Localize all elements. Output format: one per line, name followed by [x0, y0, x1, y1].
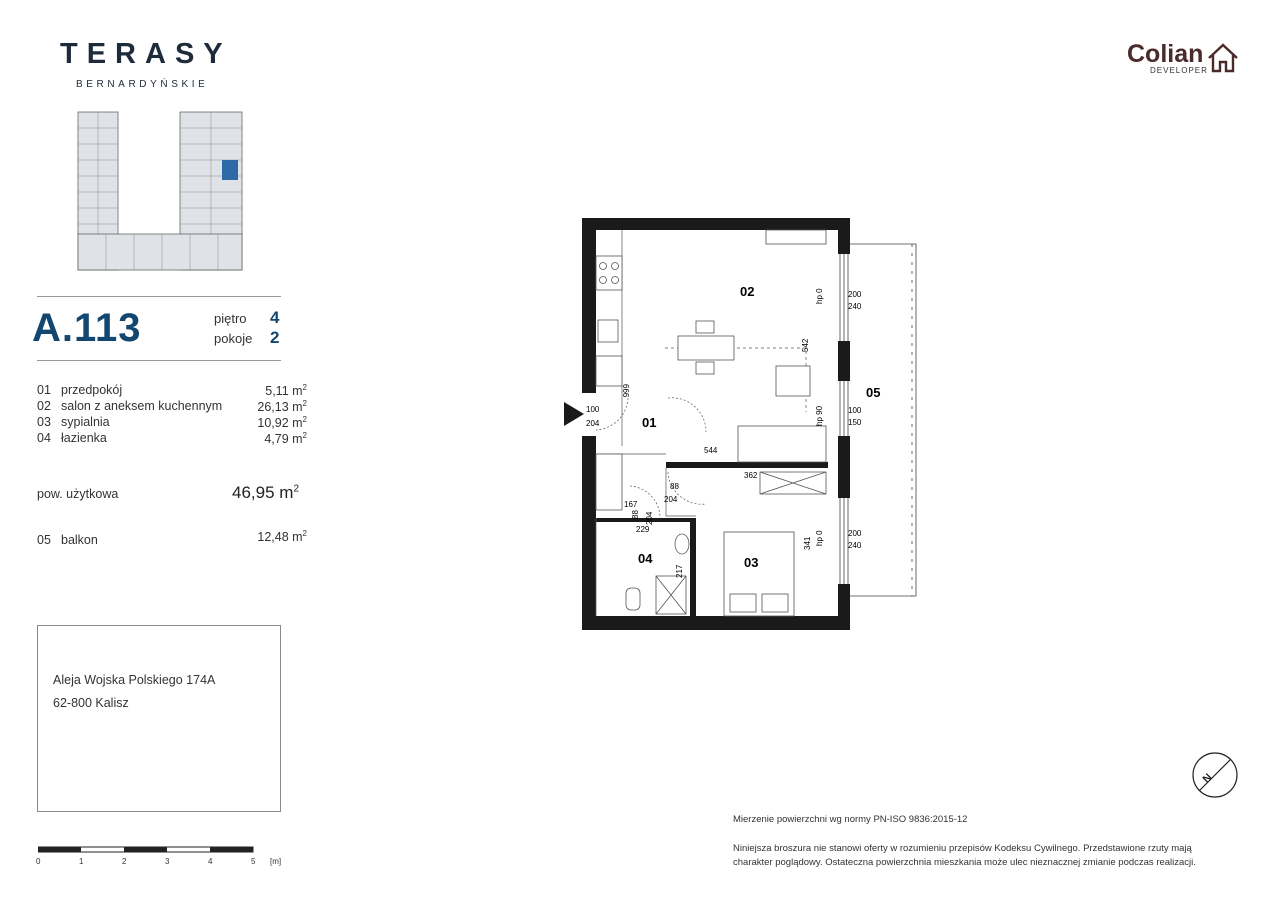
- room-row: [37, 383, 307, 399]
- dimension-label: 217: [675, 564, 684, 578]
- scale-tick: 3: [165, 857, 170, 866]
- rooms-value: 2: [270, 328, 280, 347]
- room-label: 05: [866, 385, 881, 400]
- building-key-plan: [76, 104, 244, 274]
- disclaimer-line: charakter poglądowy. Ostateczna powierzchnia mieszkania może ulec nieznacznej zmianie podczas realizacji.: [733, 857, 1196, 868]
- dimension-label: 167: [624, 500, 638, 509]
- dimension-label: hp 0: [815, 288, 824, 304]
- dimension-label: hp 0: [815, 530, 824, 546]
- room-area: 26,13 m: [257, 400, 303, 415]
- selected-apartment-marker: [222, 160, 238, 180]
- room-row: [37, 431, 307, 447]
- dimension-label: 240: [848, 541, 862, 550]
- balcony-name: balkon: [61, 533, 98, 547]
- floor-plan: [560, 216, 930, 632]
- room-name: przedpokój: [61, 383, 123, 397]
- compass-letter: N: [1200, 771, 1215, 786]
- address-street: Aleja Wojska Polskiego 174A: [53, 673, 216, 687]
- room-area: 4,79 m: [264, 432, 303, 447]
- dimension-label: 362: [744, 471, 758, 480]
- dimension-label: 666: [621, 384, 630, 398]
- dimension-label: 240: [848, 302, 862, 311]
- area-unit-sup: 2: [302, 415, 307, 424]
- room-number: 03: [37, 415, 51, 429]
- room-number: 04: [37, 431, 51, 445]
- room-label: 03: [744, 555, 759, 570]
- scale-tick: 0: [36, 857, 41, 866]
- room-row: [37, 399, 307, 415]
- balcony-row: [37, 529, 307, 549]
- room-number: 01: [37, 383, 51, 397]
- dimension-label: 229: [636, 525, 650, 534]
- apartment-code: A.113: [32, 306, 142, 350]
- brand-subtitle: BERNARDYŃSKIE: [76, 79, 209, 90]
- balcony-number: 05: [37, 533, 51, 547]
- scale-unit: [m]: [270, 857, 282, 866]
- room-name: łazienka: [61, 431, 107, 445]
- address-box: [37, 625, 281, 812]
- room-label: 02: [740, 284, 755, 299]
- balcony-area: 12,48 m: [257, 530, 303, 545]
- dimension-label: 341: [803, 536, 812, 550]
- dimension-label: 200: [848, 290, 862, 299]
- dimension-label: 150: [848, 418, 862, 427]
- total-area-label: pow. użytkowa: [37, 487, 119, 501]
- scale-tick: 2: [122, 857, 127, 866]
- area-unit-sup: 2: [293, 483, 299, 495]
- dimension-label: 100: [848, 406, 862, 415]
- room-label: 04: [638, 551, 653, 566]
- dimension-label: 88: [631, 510, 640, 519]
- floor-value: 4: [270, 308, 280, 327]
- dimension-label: 204: [586, 419, 600, 428]
- developer-logo: Colian: [1127, 40, 1204, 68]
- area-unit-sup: 2: [302, 399, 307, 408]
- area-unit-sup: 2: [302, 529, 307, 538]
- dimension-label: 100: [586, 405, 600, 414]
- total-area-value: 46,95 m: [232, 483, 294, 502]
- room-name: sypialnia: [61, 415, 110, 429]
- dimension-label: 544: [704, 446, 718, 455]
- room-row: [37, 415, 307, 431]
- rooms-label: pokoje: [214, 331, 253, 346]
- scale-bar: [38, 845, 258, 855]
- room-name: salon z aneksem kuchennym: [61, 399, 223, 413]
- house-icon: [1206, 42, 1240, 74]
- dimension-label: hp 90: [815, 405, 824, 426]
- compass-icon: [1188, 748, 1242, 802]
- scale-tick: 5: [251, 857, 256, 866]
- dimension-label: 204: [645, 511, 654, 525]
- room-label: 01: [642, 415, 657, 430]
- scale-tick: 4: [208, 857, 213, 866]
- scale-tick: 1: [79, 857, 84, 866]
- room-area: 5,11 m: [265, 384, 303, 399]
- dimension-label: 204: [664, 495, 678, 504]
- measurement-note: Mierzenie powierzchni wg normy PN-ISO 9836:2015-12: [733, 814, 968, 825]
- room-area: 10,92 m: [257, 416, 303, 431]
- area-unit-sup: 2: [302, 383, 307, 392]
- dimension-label: 542: [801, 338, 810, 352]
- address-city: 62-800 Kalisz: [53, 696, 129, 710]
- brand-logo: TERASY: [60, 38, 232, 70]
- entrance-arrow-icon: [564, 402, 584, 426]
- disclaimer-line: Niniejsza broszura nie stanowi oferty w rozumieniu przepisów Kodeksu Cywilnego. Przedstawione rzuty mają: [733, 843, 1192, 854]
- developer-subtitle: DEVELOPER: [1150, 66, 1208, 75]
- dimension-label: 200: [848, 529, 862, 538]
- floor-label: piętro: [214, 311, 247, 326]
- area-unit-sup: 2: [302, 431, 307, 440]
- dimension-label: 88: [670, 482, 679, 491]
- room-number: 02: [37, 399, 51, 413]
